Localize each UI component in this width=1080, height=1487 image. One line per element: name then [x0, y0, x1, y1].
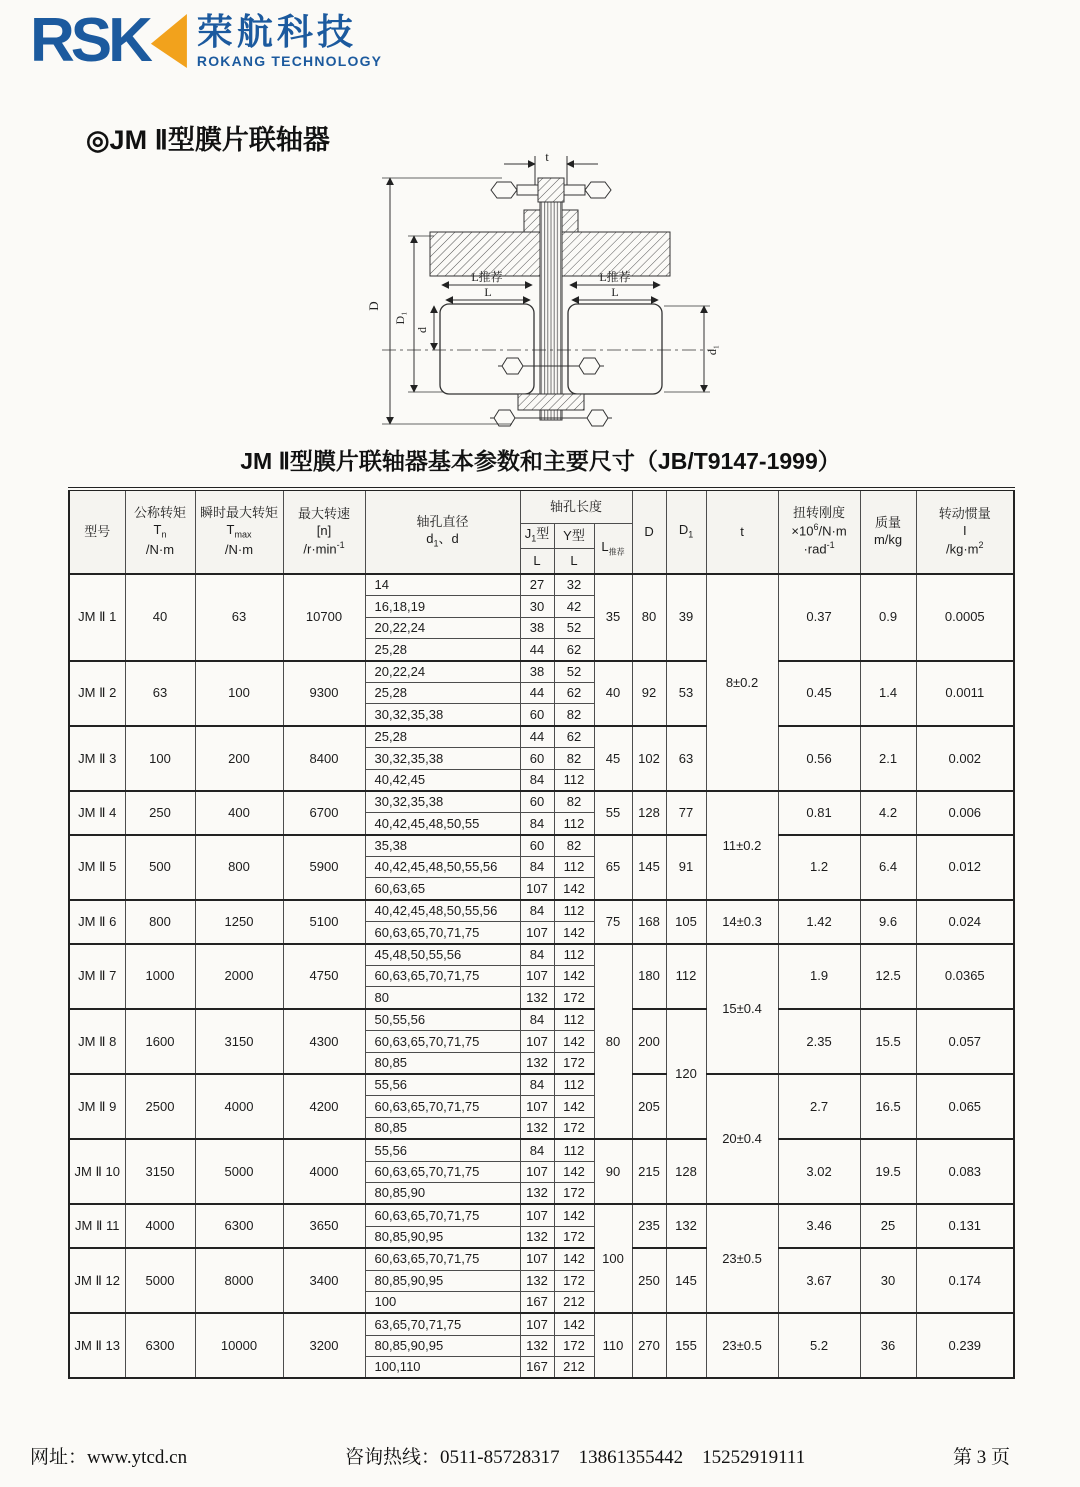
D-cell: 128	[632, 791, 666, 835]
bore-diameters-cell: 25,28	[365, 726, 520, 748]
inertia-cell: 0.002	[916, 726, 1014, 791]
j1-length-cell: 84	[520, 944, 554, 966]
nominal-torque-cell: 1000	[125, 944, 195, 1009]
D1-cell: 120	[666, 1009, 706, 1139]
bore-diameters-cell: 80,85,90,95	[365, 1226, 520, 1248]
bore-diameters-cell: 60,63,65,70,71,75	[365, 1031, 520, 1052]
y-length-cell: 142	[554, 922, 594, 944]
y-length-cell: 62	[554, 682, 594, 703]
inertia-cell: 0.174	[916, 1248, 1014, 1313]
stiffness-cell: 3.02	[778, 1139, 860, 1204]
max-speed-cell: 4000	[283, 1139, 365, 1204]
D-cell: 102	[632, 726, 666, 791]
bore-diameters-cell: 80	[365, 987, 520, 1009]
spec-table-header	[69, 489, 1014, 574]
t-cell: 23±0.5	[706, 1204, 778, 1313]
max-torque-cell: 10000	[195, 1313, 283, 1378]
bore-diameters-cell: 40,42,45	[365, 769, 520, 791]
y-length-cell: 52	[554, 617, 594, 638]
y-length-cell: 142	[554, 1313, 594, 1335]
footer-page-number: 第 3 页	[952, 1447, 1010, 1468]
bore-diameters-cell: 20,22,24	[365, 617, 520, 638]
D1-cell: 155	[666, 1313, 706, 1378]
mass-cell: 16.5	[860, 1074, 916, 1139]
t-cell: 14±0.3	[706, 900, 778, 944]
j1-length-cell: 84	[520, 813, 554, 835]
nominal-torque-cell: 40	[125, 574, 195, 661]
bore-diameters-cell: 30,32,35,38	[365, 704, 520, 726]
nominal-torque-cell: 500	[125, 835, 195, 900]
l-recommended-cell: 75	[594, 900, 632, 944]
D1-cell: 91	[666, 835, 706, 900]
col-inertia: 转动惯量 I $/kg\cdot m^2$	[916, 489, 1014, 574]
nominal-torque-cell: 800	[125, 900, 195, 944]
D1-cell: 77	[666, 791, 706, 835]
j1-length-cell: 107	[520, 1204, 554, 1226]
y-length-cell: 172	[554, 1335, 594, 1356]
j1-length-cell: 107	[520, 1096, 554, 1117]
j1-length-cell: 44	[520, 682, 554, 703]
col-y-L: L	[554, 549, 594, 575]
col-max-torque: 瞬时最大转矩 $T_{max}$ /N·m	[195, 489, 283, 574]
bore-diameters-cell: 80,85,90	[365, 1182, 520, 1204]
D1-cell: 53	[666, 661, 706, 726]
inertia-cell: 0.012	[916, 835, 1014, 900]
l-recommended-cell: 45	[594, 726, 632, 791]
col-j1-type: $J_1$型	[520, 524, 554, 549]
bore-diameters-cell: 55,56	[365, 1074, 520, 1096]
table-row	[69, 1313, 1014, 1335]
logo-chinese-name: 荣航科技	[196, 10, 357, 52]
model-cell: JM Ⅱ 12	[69, 1248, 125, 1313]
D1-cell: 105	[666, 900, 706, 944]
max-speed-cell: 3200	[283, 1313, 365, 1378]
mass-cell: 15.5	[860, 1009, 916, 1074]
bore-diameters-cell: 40,42,45,48,50,55,56	[365, 900, 520, 922]
y-length-cell: 82	[554, 835, 594, 857]
spec-table-wrap	[68, 487, 1015, 1379]
bore-diameters-cell: 55,56	[365, 1139, 520, 1161]
model-cell: JM Ⅱ 3	[69, 726, 125, 791]
bore-diameters-cell: 100	[365, 1291, 520, 1313]
bore-diameters-cell: 63,65,70,71,75	[365, 1313, 520, 1335]
stiffness-cell: 0.81	[778, 791, 860, 835]
nominal-torque-cell: 5000	[125, 1248, 195, 1313]
max-speed-cell: 6700	[283, 791, 365, 835]
D1-cell: 128	[666, 1139, 706, 1204]
stiffness-cell: 2.35	[778, 1009, 860, 1074]
D-cell: 92	[632, 661, 666, 726]
col-t: t	[706, 489, 778, 574]
max-torque-cell: 200	[195, 726, 283, 791]
mass-cell: 1.4	[860, 661, 916, 726]
stiffness-cell: 3.67	[778, 1248, 860, 1313]
y-length-cell: 112	[554, 900, 594, 922]
y-length-cell: 142	[554, 1204, 594, 1226]
t-cell: 15±0.4	[706, 944, 778, 1074]
t-cell: 23±0.5	[706, 1313, 778, 1378]
j1-length-cell: 132	[520, 1226, 554, 1248]
stiffness-cell: 1.9	[778, 944, 860, 1009]
dim-label-d1: d₁	[705, 344, 719, 356]
footer-website: 网址：www.ytcd.cn	[30, 1447, 188, 1468]
j1-length-cell: 167	[520, 1291, 554, 1313]
l-recommended-cell: 100	[594, 1204, 632, 1313]
l-recommended-cell: 55	[594, 791, 632, 835]
logo-english-name: ROKANG TECHNOLOGY	[196, 53, 383, 70]
nominal-torque-cell: 100	[125, 726, 195, 791]
D-cell: 80	[632, 574, 666, 661]
j1-length-cell: 107	[520, 1031, 554, 1052]
max-speed-cell: 4200	[283, 1074, 365, 1139]
stiffness-cell: 0.45	[778, 661, 860, 726]
col-D1: $D_1$	[666, 489, 706, 574]
l-recommended-cell: 110	[594, 1313, 632, 1378]
j1-length-cell: 167	[520, 1357, 554, 1379]
j1-length-cell: 60	[520, 835, 554, 857]
inertia-cell: 0.024	[916, 900, 1014, 944]
y-length-cell: 142	[554, 1161, 594, 1182]
D-cell: 215	[632, 1139, 666, 1204]
dim-label-D1: D₁	[393, 311, 407, 325]
y-length-cell: 142	[554, 878, 594, 900]
inertia-cell: 0.0365	[916, 944, 1014, 1009]
y-length-cell: 82	[554, 791, 594, 813]
j1-length-cell: 60	[520, 704, 554, 726]
j1-length-cell: 84	[520, 1139, 554, 1161]
y-length-cell: 172	[554, 1182, 594, 1204]
table-row	[69, 574, 1014, 596]
bore-diameters-cell: 60,63,65,70,71,75	[365, 1248, 520, 1270]
nominal-torque-cell: 1600	[125, 1009, 195, 1074]
y-length-cell: 142	[554, 1248, 594, 1270]
max-speed-cell: 5100	[283, 900, 365, 944]
max-torque-cell: 400	[195, 791, 283, 835]
dim-label-lrec-left: L推荐	[471, 270, 503, 284]
stiffness-cell: 1.42	[778, 900, 860, 944]
stiffness-cell: 0.56	[778, 726, 860, 791]
model-cell: JM Ⅱ 9	[69, 1074, 125, 1139]
j1-length-cell: 84	[520, 900, 554, 922]
table-title: JM Ⅱ型膜片联轴器基本参数和主要尺寸（JB/T9147-1999）	[240, 448, 841, 474]
D-cell: 235	[632, 1204, 666, 1248]
max-torque-cell: 2000	[195, 944, 283, 1009]
table-row	[69, 726, 1014, 748]
max-speed-cell: 8400	[283, 726, 365, 791]
j1-length-cell: 107	[520, 1248, 554, 1270]
j1-length-cell: 132	[520, 1182, 554, 1204]
max-torque-cell: 800	[195, 835, 283, 900]
D-cell: 145	[632, 835, 666, 900]
inertia-cell: 0.065	[916, 1074, 1014, 1139]
bore-diameters-cell: 80,85	[365, 1117, 520, 1139]
j1-length-cell: 30	[520, 596, 554, 617]
bore-diameters-cell: 80,85,90,95	[365, 1335, 520, 1356]
mass-cell: 25	[860, 1204, 916, 1248]
j1-length-cell: 132	[520, 1335, 554, 1356]
j1-length-cell: 107	[520, 1161, 554, 1182]
footer-hotline: 咨询热线：0511-85728317 13861355442 15252919111	[345, 1447, 806, 1468]
col-y-type: Y型	[554, 524, 594, 549]
max-torque-cell: 100	[195, 661, 283, 726]
D-cell: 250	[632, 1248, 666, 1313]
bore-diameters-cell: 25,28	[365, 639, 520, 661]
col-stiffness: 扭转刚度 $\times 10^6/N\cdot m$ ·rad$^{-1}$	[778, 489, 860, 574]
mass-cell: 9.6	[860, 900, 916, 944]
col-bore-diameter: 轴孔直径 $d_1$、d	[365, 489, 520, 574]
t-cell: 20±0.4	[706, 1074, 778, 1204]
j1-length-cell: 84	[520, 857, 554, 878]
l-recommended-cell: 35	[594, 574, 632, 661]
D1-cell: 145	[666, 1248, 706, 1313]
dim-label-l-right: L	[611, 285, 619, 299]
nominal-torque-cell: 2500	[125, 1074, 195, 1139]
dim-label-lrec-right: L推荐	[599, 270, 631, 284]
model-cell: JM Ⅱ 1	[69, 574, 125, 661]
j1-length-cell: 132	[520, 987, 554, 1009]
bore-diameters-cell: 80,85	[365, 1052, 520, 1074]
bore-diameters-cell: 60,63,65,70,71,75	[365, 922, 520, 944]
inertia-cell: 0.131	[916, 1204, 1014, 1248]
max-torque-cell: 8000	[195, 1248, 283, 1313]
j1-length-cell: 44	[520, 639, 554, 661]
D1-cell: 39	[666, 574, 706, 661]
j1-length-cell: 132	[520, 1052, 554, 1074]
model-cell: JM Ⅱ 4	[69, 791, 125, 835]
bore-diameters-cell: 45,48,50,55,56	[365, 944, 520, 966]
bore-diameters-cell: 40,42,45,48,50,55	[365, 813, 520, 835]
t-cell: 11±0.2	[706, 791, 778, 900]
D-cell: 205	[632, 1074, 666, 1139]
table-row	[69, 1139, 1014, 1161]
col-D: D	[632, 489, 666, 574]
j1-length-cell: 44	[520, 726, 554, 748]
mass-cell: 19.5	[860, 1139, 916, 1204]
max-torque-cell: 5000	[195, 1139, 283, 1204]
y-length-cell: 62	[554, 726, 594, 748]
max-speed-cell: 3400	[283, 1248, 365, 1313]
bore-diameters-cell: 50,55,56	[365, 1009, 520, 1031]
mass-cell: 4.2	[860, 791, 916, 835]
max-torque-cell: 63	[195, 574, 283, 661]
j1-length-cell: 107	[520, 878, 554, 900]
logo-rsk-text: RSK	[30, 6, 149, 75]
D1-cell: 132	[666, 1204, 706, 1248]
bore-diameters-cell: 25,28	[365, 682, 520, 703]
nominal-torque-cell: 63	[125, 661, 195, 726]
l-recommended-cell: 40	[594, 661, 632, 726]
nominal-torque-cell: 3150	[125, 1139, 195, 1204]
coupling-drawing	[352, 148, 742, 446]
j1-length-cell: 84	[520, 769, 554, 791]
inertia-cell: 0.057	[916, 1009, 1014, 1074]
j1-length-cell: 84	[520, 1074, 554, 1096]
col-nominal-torque: 公称转矩 $T_n$ /N·m	[125, 489, 195, 574]
dim-label-t: t	[545, 149, 549, 164]
max-speed-cell: 10700	[283, 574, 365, 661]
y-length-cell: 172	[554, 1052, 594, 1074]
bore-diameters-cell: 60,63,65,70,71,75	[365, 1204, 520, 1226]
model-cell: JM Ⅱ 5	[69, 835, 125, 900]
bore-diameters-cell: 100,110	[365, 1357, 520, 1379]
y-length-cell: 52	[554, 661, 594, 683]
nominal-torque-cell: 4000	[125, 1204, 195, 1248]
j1-length-cell: 27	[520, 574, 554, 596]
bore-diameters-cell: 40,42,45,48,50,55,56	[365, 857, 520, 878]
inertia-cell: 0.006	[916, 791, 1014, 835]
stiffness-cell: 3.46	[778, 1204, 860, 1248]
stiffness-cell: 1.2	[778, 835, 860, 900]
col-max-speed: 最大转速 [n] $/r\cdot\min^{-1}$	[283, 489, 365, 574]
inertia-cell: 0.083	[916, 1139, 1014, 1204]
D1-cell: 112	[666, 944, 706, 1009]
model-cell: JM Ⅱ 10	[69, 1139, 125, 1204]
y-length-cell: 172	[554, 1117, 594, 1139]
y-length-cell: 112	[554, 857, 594, 878]
bore-diameters-cell: 60,63,65,70,71,75	[365, 966, 520, 987]
y-length-cell: 212	[554, 1291, 594, 1313]
j1-length-cell: 60	[520, 791, 554, 813]
stiffness-cell: 0.37	[778, 574, 860, 661]
j1-length-cell: 107	[520, 1313, 554, 1335]
nominal-torque-cell: 250	[125, 791, 195, 835]
max-speed-cell: 9300	[283, 661, 365, 726]
model-cell: JM Ⅱ 11	[69, 1204, 125, 1248]
model-cell: JM Ⅱ 7	[69, 944, 125, 1009]
max-torque-cell: 3150	[195, 1009, 283, 1074]
y-length-cell: 172	[554, 987, 594, 1009]
y-length-cell: 42	[554, 596, 594, 617]
y-length-cell: 112	[554, 944, 594, 966]
t-cell: 8±0.2	[706, 574, 778, 791]
col-l-recommended: $L_{推荐}$	[594, 524, 632, 575]
mass-cell: 6.4	[860, 835, 916, 900]
col-j1-L: L	[520, 549, 554, 575]
model-cell: JM Ⅱ 2	[69, 661, 125, 726]
D1-cell: 63	[666, 726, 706, 791]
j1-length-cell: 84	[520, 1009, 554, 1031]
col-model: 型号	[69, 489, 125, 574]
table-row	[69, 791, 1014, 813]
table-row	[69, 661, 1014, 683]
bore-diameters-cell: 16,18,19	[365, 596, 520, 617]
D-cell: 270	[632, 1313, 666, 1378]
y-length-cell: 172	[554, 1270, 594, 1291]
table-row	[69, 944, 1014, 966]
model-cell: JM Ⅱ 13	[69, 1313, 125, 1378]
max-speed-cell: 3650	[283, 1204, 365, 1248]
l-recommended-cell: 65	[594, 835, 632, 900]
y-length-cell: 112	[554, 1074, 594, 1096]
D-cell: 200	[632, 1009, 666, 1074]
y-length-cell: 112	[554, 1139, 594, 1161]
D-cell: 180	[632, 944, 666, 1009]
j1-length-cell: 107	[520, 966, 554, 987]
table-row	[69, 1204, 1014, 1226]
j1-length-cell: 107	[520, 922, 554, 944]
col-bore-length: 轴孔长度	[520, 489, 632, 524]
section-title: ◎JM Ⅱ型膜片联轴器	[86, 125, 330, 155]
y-length-cell: 142	[554, 1031, 594, 1052]
max-torque-cell: 1250	[195, 900, 283, 944]
j1-length-cell: 38	[520, 617, 554, 638]
mass-cell: 12.5	[860, 944, 916, 1009]
spec-table-body	[69, 574, 1014, 1378]
spec-table	[68, 487, 1015, 1379]
mass-cell: 30	[860, 1248, 916, 1313]
col-mass: 质量 m/kg	[860, 489, 916, 574]
l-recommended-cell: 90	[594, 1139, 632, 1204]
max-speed-cell: 4750	[283, 944, 365, 1009]
max-torque-cell: 4000	[195, 1074, 283, 1139]
dim-label-D: D	[366, 301, 381, 311]
inertia-cell: 0.239	[916, 1313, 1014, 1378]
table-row	[69, 835, 1014, 857]
bore-diameters-cell: 30,32,35,38	[365, 748, 520, 769]
mass-cell: 2.1	[860, 726, 916, 791]
company-logo	[30, 6, 383, 75]
bore-diameters-cell: 60,63,65	[365, 878, 520, 900]
y-length-cell: 172	[554, 1226, 594, 1248]
logo-text-block	[196, 10, 383, 70]
y-length-cell: 142	[554, 1096, 594, 1117]
table-row	[69, 1248, 1014, 1270]
mass-cell: 0.9	[860, 574, 916, 661]
bore-diameters-cell: 30,32,35,38	[365, 791, 520, 813]
j1-length-cell: 132	[520, 1270, 554, 1291]
y-length-cell: 62	[554, 639, 594, 661]
bore-diameters-cell: 60,63,65,70,71,75	[365, 1161, 520, 1182]
y-length-cell: 112	[554, 1009, 594, 1031]
table-row	[69, 1074, 1014, 1096]
logo-triangle-icon	[151, 14, 187, 68]
y-length-cell: 32	[554, 574, 594, 596]
stiffness-cell: 5.2	[778, 1313, 860, 1378]
inertia-cell: 0.0005	[916, 574, 1014, 661]
table-row	[69, 1009, 1014, 1031]
model-cell: JM Ⅱ 8	[69, 1009, 125, 1074]
l-recommended-cell: 80	[594, 944, 632, 1140]
bore-diameters-cell: 60,63,65,70,71,75	[365, 1096, 520, 1117]
y-length-cell: 112	[554, 813, 594, 835]
y-length-cell: 82	[554, 704, 594, 726]
D-cell: 168	[632, 900, 666, 944]
table-row	[69, 900, 1014, 922]
j1-length-cell: 60	[520, 748, 554, 769]
j1-length-cell: 132	[520, 1117, 554, 1139]
nominal-torque-cell: 6300	[125, 1313, 195, 1378]
max-torque-cell: 6300	[195, 1204, 283, 1248]
model-cell: JM Ⅱ 6	[69, 900, 125, 944]
stiffness-cell: 2.7	[778, 1074, 860, 1139]
bore-diameters-cell: 35,38	[365, 835, 520, 857]
inertia-cell: 0.0011	[916, 661, 1014, 726]
bore-diameters-cell: 14	[365, 574, 520, 596]
dim-label-d: d	[415, 327, 429, 333]
dim-label-l-left: L	[484, 285, 492, 299]
j1-length-cell: 38	[520, 661, 554, 683]
max-speed-cell: 5900	[283, 835, 365, 900]
mass-cell: 36	[860, 1313, 916, 1378]
y-length-cell: 112	[554, 769, 594, 791]
y-length-cell: 142	[554, 966, 594, 987]
max-speed-cell: 4300	[283, 1009, 365, 1074]
y-length-cell: 82	[554, 748, 594, 769]
y-length-cell: 212	[554, 1357, 594, 1379]
bore-diameters-cell: 80,85,90,95	[365, 1270, 520, 1291]
bore-diameters-cell: 20,22,24	[365, 661, 520, 683]
